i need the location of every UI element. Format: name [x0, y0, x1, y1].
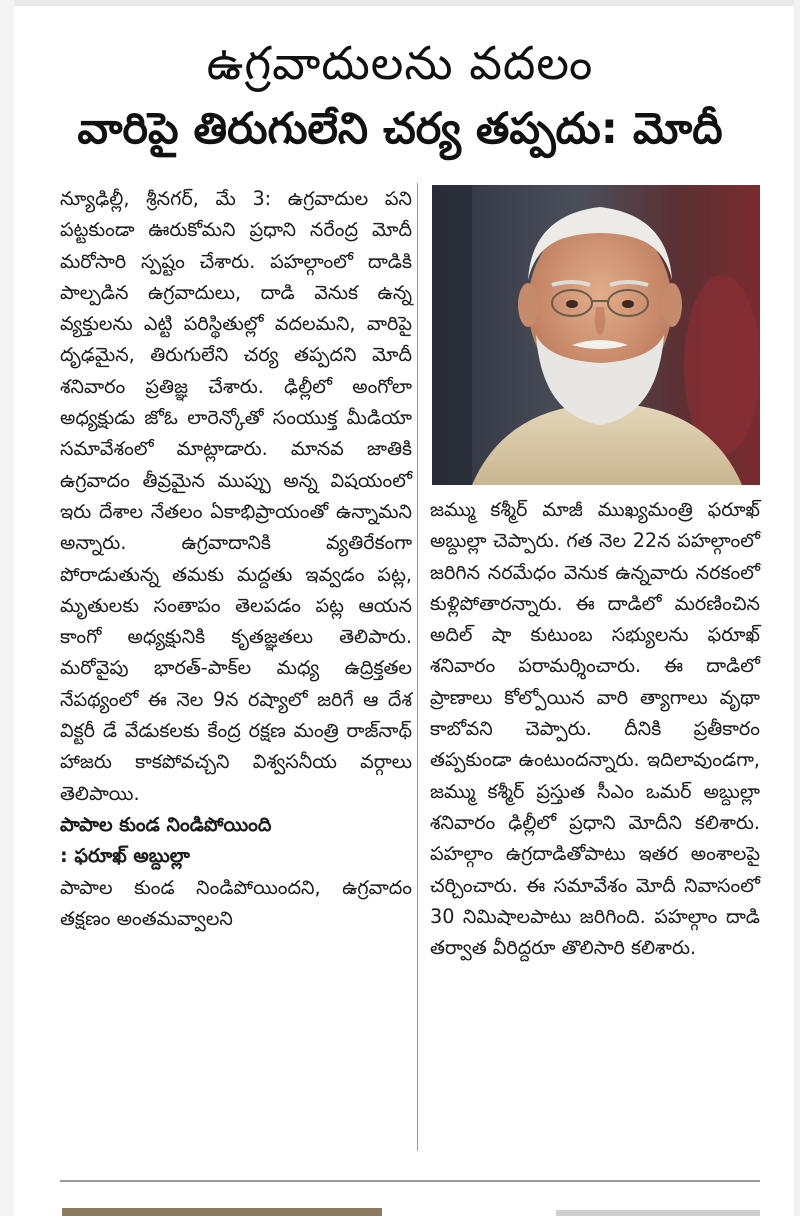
page-right-edge [794, 0, 800, 1216]
page-left-edge [0, 0, 14, 1216]
article-paragraph-1: న్యూఢిల్లీ, శ్రీనగర్, మే 3: ఉగ్రవాదుల పని పట్టకుండా ఊరుకోమని ప్రధాని నరేంద్ర మోదీ మరోసారి స్పష్టం చేశారు. పహల్గాంలో దాడికి పాల్పడిన ఉగ్రవాదులు, దాడి వెనుక ఉన్న వ్యక్తులను ఎట్టి పరిస్థితుల్లో వదలమని, వారిపై దృఢమైన, తిరుగులేని చర్య తప్పదని మోదీ శనివారం ప్రతిజ్ఞ చేశారు. ఢిల్లీలో అంగోలా అధ్యక్షుడు జోఓ లారెన్కోతో సంయుక్త మీడియా సమావేశంలో మాట్లాడారు. మానవ జాతికి ఉగ్రవాదం తీవ్రమైన ముప్పు అన్న విషయంలో ఇరు దేశాల నేతలం ఏకాభిప్రాయంతో ఉన్నామని అన్నారు. ఉగ్రవాదానికి వ్యతిరేకంగా పోరాడుతున్న తమకు మద్దతు ఇవ్వడం పట్ల, మృతులకు సంతాపం తెలపడం పట్ల ఆయన కాంగో అధ్యక్షునికి కృతజ్ఞతలు తెలిపారు. మరోవైపు భారత్-పాక్‌ల మధ్య ఉద్రిక్తతల నేపథ్యంలో ఈ నెల 9న రష్యాలో జరిగే ఆ దేశ విక్టరీ డే వేడుకలకు కేంద్ర రక్షణ మంత్రి రాజ్‌నాథ్ హాజరు కాకపోవచ్చని విశ్వసనీయ వర్గాలు తెలిపాయి. [60, 187, 412, 805]
headline-line-2: వారిపై తిరుగులేని చర్య తప్పదు: మోదీ [77, 104, 723, 154]
article-paragraph-2: పాపాల కుండ నిండిపోయిందని, ఉగ్రవాదం తక్షణం అంతమవ్వాలని [60, 875, 412, 930]
page-top-edge [0, 0, 800, 6]
portrait-photo [432, 185, 760, 485]
bottom-divider [60, 1180, 760, 1182]
column-divider [417, 183, 418, 1151]
portrait-image [432, 185, 760, 485]
article-right-column [430, 494, 760, 963]
article-subhead: పాపాల కుండ నిండిపోయింది [60, 812, 272, 836]
next-article-image-edge [62, 1208, 382, 1216]
article-paragraph-3: జమ్ము కశ్మీర్ మాజీ ముఖ్యమంత్రి ఫరూఖ్ అబ్దుల్లా చెప్పారు. గత నెల 22న పహల్గాంలో జరిగిన నరమేధం వెనుక ఉన్నవారు నరకంలో కుళ్లిపోతారన్నారు. ఈ దాడిలో మరణించిన అదిల్ షా కుటుంబ సభ్యులను ఫరూఖ్ శనివారం పరామర్శించారు. ఈ దాడిలో ప్రాణాలు కోల్పోయిన వారి త్యాగాలు వృథా కాబోవని చెప్పారు. దీనికి ప్రతీకారం తప్పకుండా ఉంటుందన్నారు. ఇదిలావుండగా, జమ్ము కశ్మీర్ ప్రస్తుత సీఎం ఒమర్ అబ్దుల్లా శనివారం ఢిల్లీలో ప్రధాని మోదీని కలిశారు. పహల్గాం ఉగ్రదాడితోపాటు ఇతర అంశాలపై చర్చించారు. ఈ సమావేశం మోదీ నివాసంలో 30 నిమిషాలపాటు జరిగింది. పహల్గాం దాడి తర్వాత వీరిద్దరూ తొలిసారి కలిశారు. [430, 498, 760, 960]
article-left-column [60, 183, 412, 934]
headline-line-1: ఉగ్రవాదులను వదలం [206, 36, 594, 90]
next-article-text-edge [556, 1210, 760, 1216]
article-subhead-attribution: : ఫరూఖ్ అబ్దుల్లా [60, 844, 190, 868]
